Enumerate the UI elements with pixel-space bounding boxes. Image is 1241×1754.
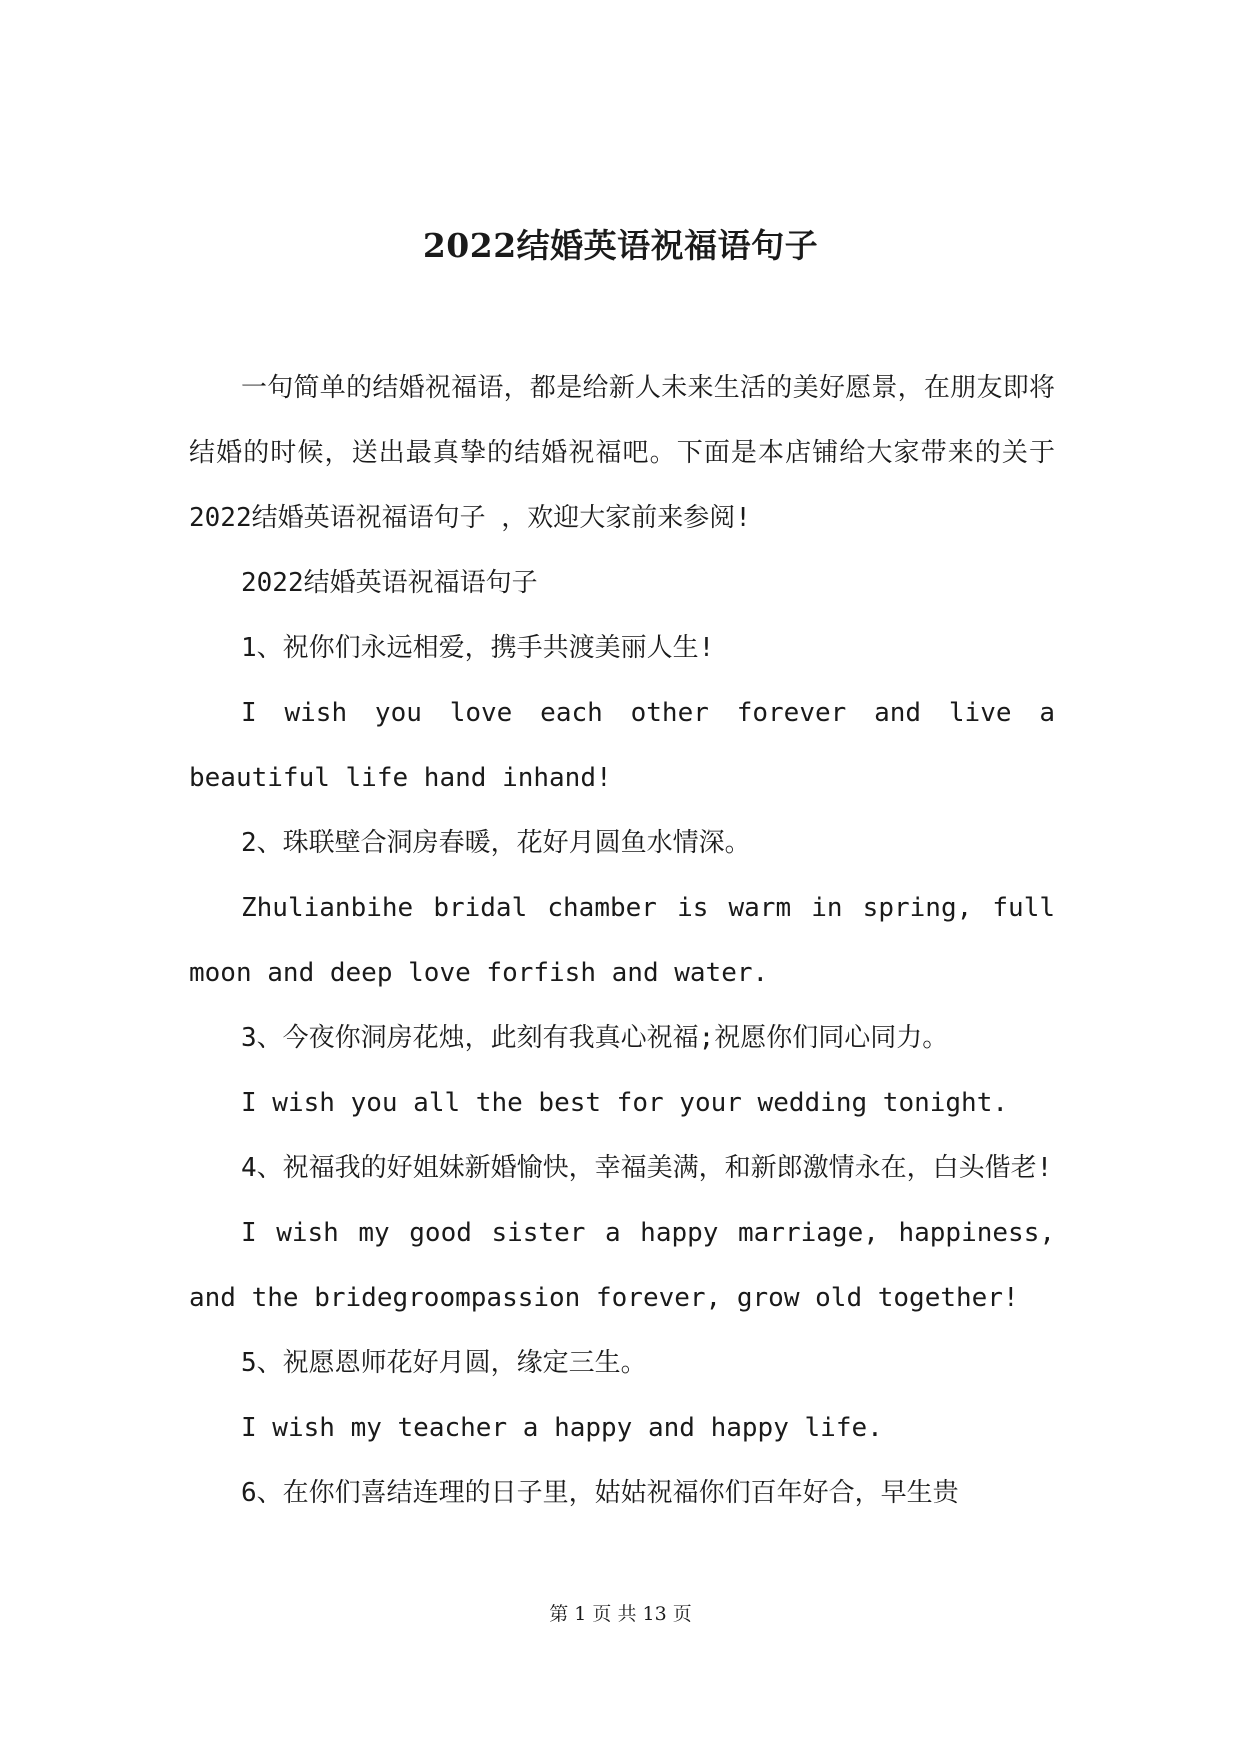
- wish-5-chinese: 5、祝愿恩师花好月圆，缘定三生。: [241, 1348, 647, 1378]
- wish-4-english: I wish my good sister a happy marriage, happiness, and the bridegroompassion forever, grow old together!: [189, 1218, 1055, 1313]
- wish-6-chinese: 6、在你们喜结连理的日子里，姑姑祝福你们百年好合，早生贵: [241, 1478, 959, 1508]
- document-title: 2022结婚英语祝福语句子: [422, 226, 819, 265]
- section-heading: 2022结婚英语祝福语句子: [241, 568, 538, 598]
- intro-paragraph: 一句简单的结婚祝福语，都是给新人未来生活的美好愿景，在朋友即将结婚的时候，送出最真挚的结婚祝福吧。下面是本店铺给大家带来的关于2022结婚英语祝福语句子 ，欢迎大家前来参阅!: [189, 373, 1055, 533]
- wish-4-chinese: 4、祝福我的好姐妹新婚愉快，幸福美满，和新郎激情永在，白头偕老!: [241, 1153, 1053, 1183]
- wish-3-english: I wish you all the best for your wedding tonight.: [241, 1088, 1009, 1118]
- document-body: [189, 356, 1055, 1526]
- wish-3-chinese: 3、今夜你洞房花烛，此刻有我真心祝福;祝愿你们同心同力。: [241, 1023, 949, 1053]
- wish-2-chinese: 2、珠联壁合洞房春暖，花好月圆鱼水情深。: [241, 828, 751, 858]
- page-footer: 第 1 页 共 13 页: [549, 1603, 692, 1625]
- wish-1-chinese: 1、祝你们永远相爱，携手共渡美丽人生!: [241, 633, 715, 663]
- wish-1-english: I wish you love each other forever and live a beautiful life hand inhand!: [189, 698, 1055, 793]
- wish-2-english: Zhulianbihe bridal chamber is warm in spring, full moon and deep love forfish and water.: [189, 893, 1055, 988]
- wish-5-english: I wish my teacher a happy and happy life.: [241, 1413, 883, 1443]
